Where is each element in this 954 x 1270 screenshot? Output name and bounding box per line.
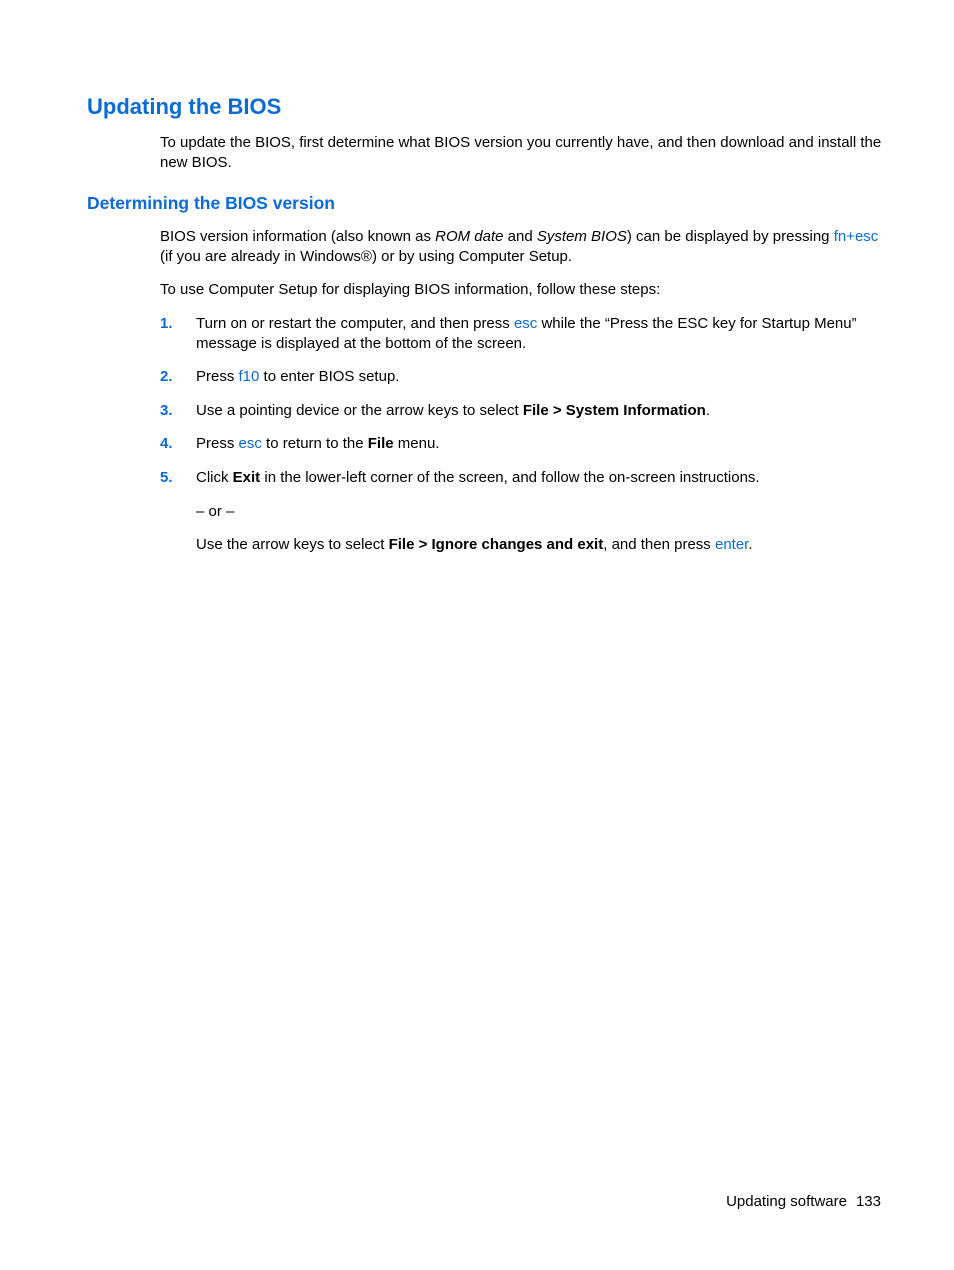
- step-number: 5.: [160, 469, 173, 486]
- step-text: [196, 434, 888, 454]
- rom-date-term: ROM date: [435, 228, 504, 245]
- bios-info-text-1: BIOS version information (also known as: [160, 228, 436, 245]
- menu-name: Exit: [232, 469, 261, 486]
- step-text-part: Press: [196, 435, 239, 452]
- section-heading: Determining the BIOS version: [87, 193, 335, 213]
- step-text: [196, 401, 888, 421]
- step-text-part: Use a pointing device or the arrow keys to select: [196, 402, 523, 419]
- page-title: Updating the BIOS: [87, 94, 282, 119]
- menu-name: File: [367, 435, 394, 452]
- step-text-part: Use the arrow keys to select: [196, 536, 389, 553]
- key-esc: esc: [238, 435, 262, 452]
- step-number: 2.: [160, 368, 173, 385]
- step-text-part: to enter BIOS setup.: [259, 368, 400, 385]
- step-number: 1.: [160, 315, 173, 332]
- step-text-part: Turn on or restart the computer, and then press: [196, 315, 514, 332]
- alternate-step-text: [196, 535, 888, 555]
- step-text-part: menu.: [393, 435, 440, 452]
- page-number: 133: [855, 1193, 881, 1210]
- step-text-part: .: [748, 536, 753, 553]
- step-text-part: Click: [196, 469, 233, 486]
- key-f10: f10: [238, 368, 260, 385]
- bios-info-text-4: (if you are already in Windows®) or by using Computer Setup.: [160, 247, 573, 265]
- step-text-part: , and then press: [603, 536, 715, 553]
- key-enter: enter: [714, 536, 749, 553]
- steps-intro-paragraph: To use Computer Setup for displaying BIOS information, follow these steps:: [160, 281, 661, 298]
- key-esc: esc: [513, 315, 538, 332]
- footer-section-title: Updating software: [726, 1193, 847, 1210]
- step-text-part: .: [705, 402, 710, 419]
- step-text: [196, 468, 888, 488]
- step-text: [196, 314, 888, 353]
- step-text-part: Press: [196, 368, 239, 385]
- step-number: 3.: [160, 402, 173, 419]
- menu-path: File > System Information: [522, 402, 706, 419]
- menu-path: File > Ignore changes and exit: [388, 536, 604, 553]
- page-footer: [726, 1192, 881, 1212]
- key-fn-esc: fn+esc: [833, 228, 879, 245]
- step-text: [196, 367, 888, 387]
- step-number: 4.: [160, 435, 173, 452]
- system-bios-term: System BIOS: [536, 228, 627, 245]
- bios-info-text-3: ) can be displayed by pressing: [626, 228, 834, 245]
- step-text-part: while the “Press the ESC key for Startup Menu” message is displayed at the bottom of the screen.: [196, 315, 857, 352]
- intro-paragraph: To update the BIOS, first determine what BIOS version you currently have, and then download and install the new BIOS.: [160, 134, 882, 171]
- or-separator: – or –: [196, 503, 235, 520]
- bios-info-paragraph: [160, 227, 885, 266]
- bios-info-text-2: and: [503, 228, 537, 245]
- step-text-part: in the lower-left corner of the screen, and follow the on-screen instructions.: [260, 469, 760, 486]
- step-text-part: to return to the: [261, 435, 368, 452]
